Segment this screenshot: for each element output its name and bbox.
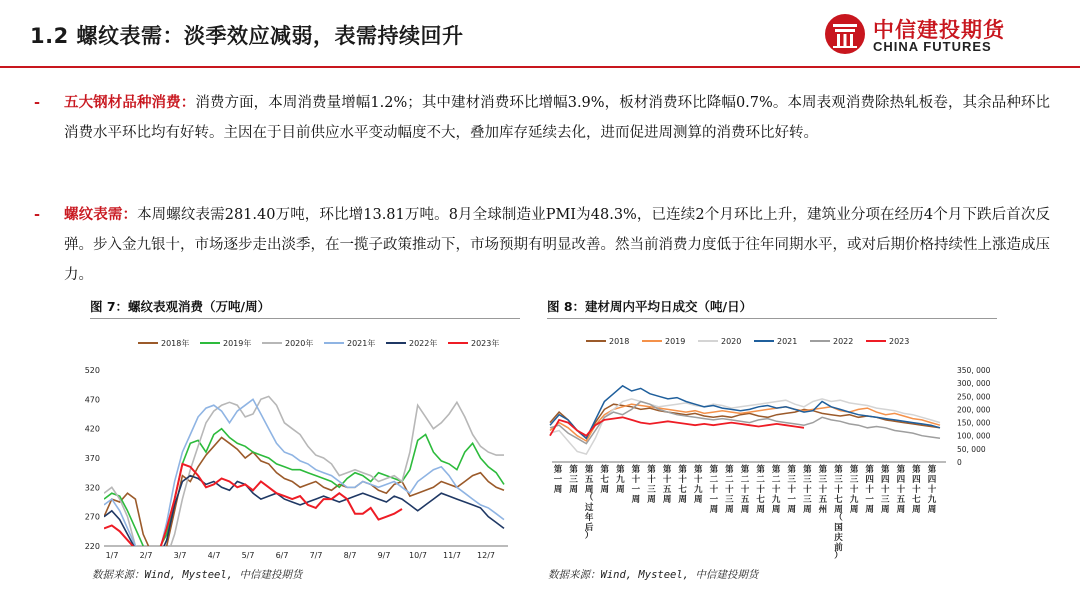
x-tick-label: 第四十五周 <box>896 465 906 515</box>
chart1-title: 图 7：螺纹表观消费（万吨/周） <box>90 299 271 314</box>
x-tick-label: 第三周 <box>569 465 578 495</box>
slide-title: 1.2 螺纹表需：淡季效应减弱，表需持续回升 <box>30 24 464 48</box>
building-material-transaction-chart <box>536 326 1002 566</box>
chart2-title-rule <box>547 318 997 319</box>
chart1-title-rule <box>90 318 520 319</box>
bullet-rebar-demand <box>30 200 1050 290</box>
legend-label: 2021 <box>777 337 798 346</box>
rebar-consumption-chart <box>84 326 522 566</box>
slide-header <box>0 0 1080 66</box>
series-group <box>104 396 504 569</box>
chart2-title: 图 8：建材周内平均日成交（吨/日） <box>547 299 753 314</box>
y-tick-label: 150, 000 <box>957 418 991 428</box>
china-futures-logo <box>823 12 1063 58</box>
chart2-source: 数据来源：Wind, Mysteel, 中信建投期货 <box>548 569 759 581</box>
x-tick-label: 4/7 <box>207 551 221 560</box>
bullet-body <box>64 88 1050 148</box>
y-tick-label: 270 <box>84 512 100 522</box>
x-tick-label: 第四十一周 <box>865 465 874 515</box>
x-tick-label: 第二十三周 <box>725 465 734 515</box>
bullet-steel-consumption <box>30 88 1050 148</box>
bullet-lead: 五大钢材品种消费： <box>64 94 196 111</box>
x-tick-label: 第三十一周 <box>787 465 797 515</box>
x-tick-label: 11/7 <box>443 551 461 560</box>
legend-label: 2018 <box>609 337 630 346</box>
bullet-body <box>64 200 1050 290</box>
x-tick-label: 第一周 <box>553 465 563 495</box>
series-group <box>550 386 940 454</box>
chart1-source: 数据来源：Wind, Mysteel, 中信建投期货 <box>92 569 303 581</box>
x-tick-label: 第七周 <box>600 465 610 495</box>
x-tick-label: 第四十九周 <box>927 465 937 515</box>
x-tick-label: 第五周（过年后） <box>584 465 594 541</box>
citic-emblem-icon <box>823 12 867 56</box>
x-tick-label: 第十七周 <box>678 465 687 505</box>
y-tick-label: 370 <box>84 454 100 463</box>
x-tick-label: 2/7 <box>139 551 153 560</box>
x-tick-label: 第三十三周 <box>803 465 812 515</box>
x-tick-label: 6/7 <box>275 551 289 560</box>
bullet-text: 消费方面，本周消费量增幅1.2%；其中建材消费环比增幅3.9%，板材消费环比降幅0.7%。本周表观消费除热轧板卷，其余品种环比消费水平环比均有好转。主因在于目前供应水平变动幅度不大，叠加库存延续去化，进而促进周测算的消费环比好转。 <box>64 95 1050 141</box>
logo-chinese-name: 中信建投期货 <box>873 18 1005 42</box>
y-tick-label: 250, 000 <box>957 392 991 402</box>
y-tick-label: 200, 000 <box>957 405 991 415</box>
x-tick-label: 第二十一周 <box>709 465 719 515</box>
bullet-dash: - <box>34 206 41 223</box>
x-tick-label: 第十九周 <box>693 465 703 505</box>
bullet-dash: - <box>34 94 41 111</box>
y-tick-label: 100, 000 <box>957 431 991 441</box>
x-tick-label: 9/7 <box>377 551 391 560</box>
logo-english-name: CHINA FUTURES <box>873 39 992 54</box>
x-tick-label: 8/7 <box>343 551 357 560</box>
y-tick-label: 220 <box>84 542 100 551</box>
y-tick-label: 320 <box>84 483 100 493</box>
x-tick-label: 第三十五州 <box>818 465 828 515</box>
y-tick-label: 300, 000 <box>957 379 991 389</box>
y-tick-label: 50, 000 <box>957 444 986 454</box>
legend-label: 2023年 <box>471 339 500 348</box>
x-tick-label: 第四十三周 <box>880 465 890 515</box>
legend-label: 2018年 <box>161 339 190 348</box>
series-line-2023年 <box>104 464 402 558</box>
x-tick-label: 第二十五周 <box>740 465 750 515</box>
x-tick-label: 第十五周 <box>662 465 672 505</box>
series-line-2023 <box>550 417 804 435</box>
legend-label: 2022年 <box>409 339 438 348</box>
x-tick-label: 第三十七周（国庆前） <box>834 465 843 561</box>
legend-label: 2019年 <box>223 339 252 348</box>
x-tick-label: 第二十七周 <box>756 465 765 515</box>
x-tick-label: 1/7 <box>105 551 119 560</box>
y-tick-label: 0 <box>957 458 962 467</box>
x-tick-label: 第二十九周 <box>771 465 781 515</box>
header-divider <box>0 66 1080 68</box>
legend-label: 2023 <box>889 337 910 346</box>
x-tick-label: 第十一周 <box>631 465 641 505</box>
legend-label: 2020 <box>721 337 742 346</box>
x-tick-label: 5/7 <box>241 551 255 560</box>
x-tick-label: 第九周 <box>616 465 625 495</box>
y-tick-label: 470 <box>84 395 100 405</box>
x-tick-label: 第十三周 <box>647 465 656 505</box>
y-tick-label: 520 <box>84 366 100 375</box>
y-tick-label: 350, 000 <box>957 366 991 375</box>
x-tick-label: 10/7 <box>409 551 427 560</box>
bullet-lead: 螺纹表需： <box>64 206 138 223</box>
legend-label: 2020年 <box>285 339 314 348</box>
x-tick-label: 第四十七周 <box>912 465 921 515</box>
legend-label: 2022 <box>833 337 854 346</box>
x-tick-label: 12/7 <box>477 551 495 560</box>
bullet-text: 本周螺纹表需281.40万吨，环比增13.81万吨。8月全球制造业PMI为48.3%，已连续2个月环比上升，建筑业分项在经历4个月下跌后首次反弹。步入金九银十，市场逐步走出淡季，在一揽子政策推动下，市场预期有明显改善。然当前消费力度低于往年同期水平，或对后期价格持续性上涨造成压力。 <box>64 207 1051 283</box>
y-tick-label: 420 <box>84 424 100 434</box>
x-tick-label: 7/7 <box>309 551 323 560</box>
legend-label: 2021年 <box>347 339 376 348</box>
x-tick-label: 3/7 <box>173 551 187 560</box>
x-tick-label: 第三十九周 <box>849 465 859 515</box>
legend-label: 2019 <box>665 337 686 346</box>
